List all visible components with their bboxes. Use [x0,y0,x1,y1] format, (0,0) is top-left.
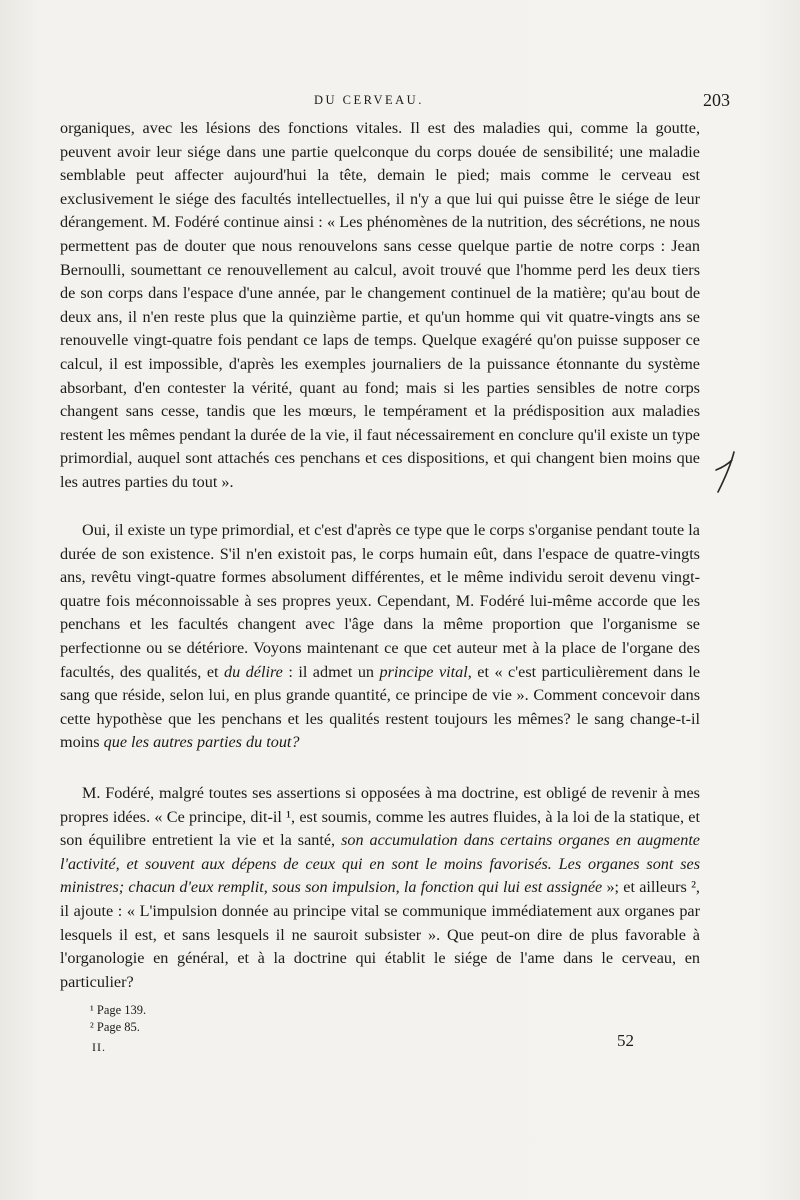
text-segment: : il admet un [282,662,380,681]
handwritten-margin-mark [712,448,740,496]
italic-segment: principe vital [379,662,468,681]
footnote: ¹ Page 139. [90,1003,147,1017]
paragraph-3 [60,782,700,994]
signature-mark: II. [92,1040,106,1054]
text-segment: M. Fodéré, malgré toutes ses assertions si opposées à ma doctrine, est obligé de revenir à mes propres idées. « Ce principe, dit-il ¹, est soumis, comme les autres fluides, à la loi de la statique, et son équilibre entretient la vie et la santé, [60,784,700,850]
footnote: ² Page 85. [90,1020,140,1034]
paragraph-1 [60,117,700,495]
text-segment: »; et ailleurs ², il ajoute : « L'impulsion donnée au principe vital se communique immédiatement aux organes par lesquels il est, et sans lesquels il ne sauroit subsister ». Que peut-on dire de plus favorable à l'organologie en général, et à la doctrine qui établit le siége de l'ame dans le cerveau, en particulier? [60,878,700,991]
paragraph-3-text [60,782,700,994]
italic-segment: que les autres parties du tout? [103,733,300,752]
footnotes [90,1002,290,1036]
paragraph-1-text: organiques, avec les lésions des fonctions vitales. Il est des maladies qui, comme la goutte, peuvent avoir leur siége dans une partie quelconque du corps douée de sensibilité; une maladie semblable peut affecter aujourd'hui la tête, demain le pied; mais comme le cerveau est exclusivement le siége des facultés intellectuelles, il n'y a que lui qui puisse être le siége de leur dérangement. M. Fodéré continue ainsi : « Les phénomènes de la nutrition, des sécrétions, ne nous permettent pas de douter que nous renouvelons sans cesse quelque partie de notre corps : Jean Bernoulli, soumettant ce renouvellement au calcul, avoit trouvé que l'homme perd les deux tiers de son corps dans l'espace d'une année, par le changement continuel de la matière; qu'au bout de deux ans, il n'en reste plus que la quinzième partie, et qu'un homme qui vit quatre-vingts ans se renouvelle vingt-quatre fois pendant ce laps de temps. Quelque exagéré qu'on puisse supposer ce calcul, il est impossible, d'après les exemples journaliers de la puissance étonnante du système absorbant, d'en contester la vérité, quant au fond; mais si les parties sensibles de notre corps changent sans cesse, tandis que les mœurs, le tempérament et la prédisposition aux maladies restent les mêmes pendant la durée de la vie, il faut nécessairement en conclure qu'il existe un type primordial, auquel sont attachés ces penchans et ces dispositions, et qui changent bien moins que les autres parties du tout ». [60,119,700,491]
italic-segment: du délire [224,662,283,681]
sheet-number: 52 [617,1031,634,1050]
running-head [60,90,730,113]
paragraph-2-text [60,519,700,755]
page-number: 203 [703,90,730,110]
text-segment: , et « c'est particulièrement dans le sang que réside, selon lui, en plus grande quantité, ce principe de vie ». Comment concevoir dans cette hypothèse que les penchans et les qualités restent toujours les mêmes? le sang change-t-il moins [60,662,701,752]
running-title: DU CERVEAU. [314,93,424,107]
text-segment: Oui, il existe un type primordial, et c'est d'après ce type que le corps s'organise pendant toute la durée de son existence. S'il n'en existoit pas, le corps humain eût, dans l'espace de quatre-vingts ans, revêtu vingt-quatre formes absolument différentes, et le même individu seroit devenu vingt-quatre fois méconnoissable à ses propres yeux. Cependant, M. Fodéré lui-même accorde que les penchans et les facultés changent avec l'âge dans la même proportion que l'organisme se perfectionne ou se détériore. Voyons maintenant ce que cet auteur met à la place de l'organe des facultés, des qualités, et [60,521,700,681]
italic-segment: son accumulation dans certains organes en augmente l'activité, et souvent aux dépens de ceux qui en sont le moins favorisés. Les organes sont ses ministres; chacun d'eux remplit, sous son impulsion, la fonction qui lui est assignée [60,831,700,897]
paragraph-2 [60,519,700,755]
